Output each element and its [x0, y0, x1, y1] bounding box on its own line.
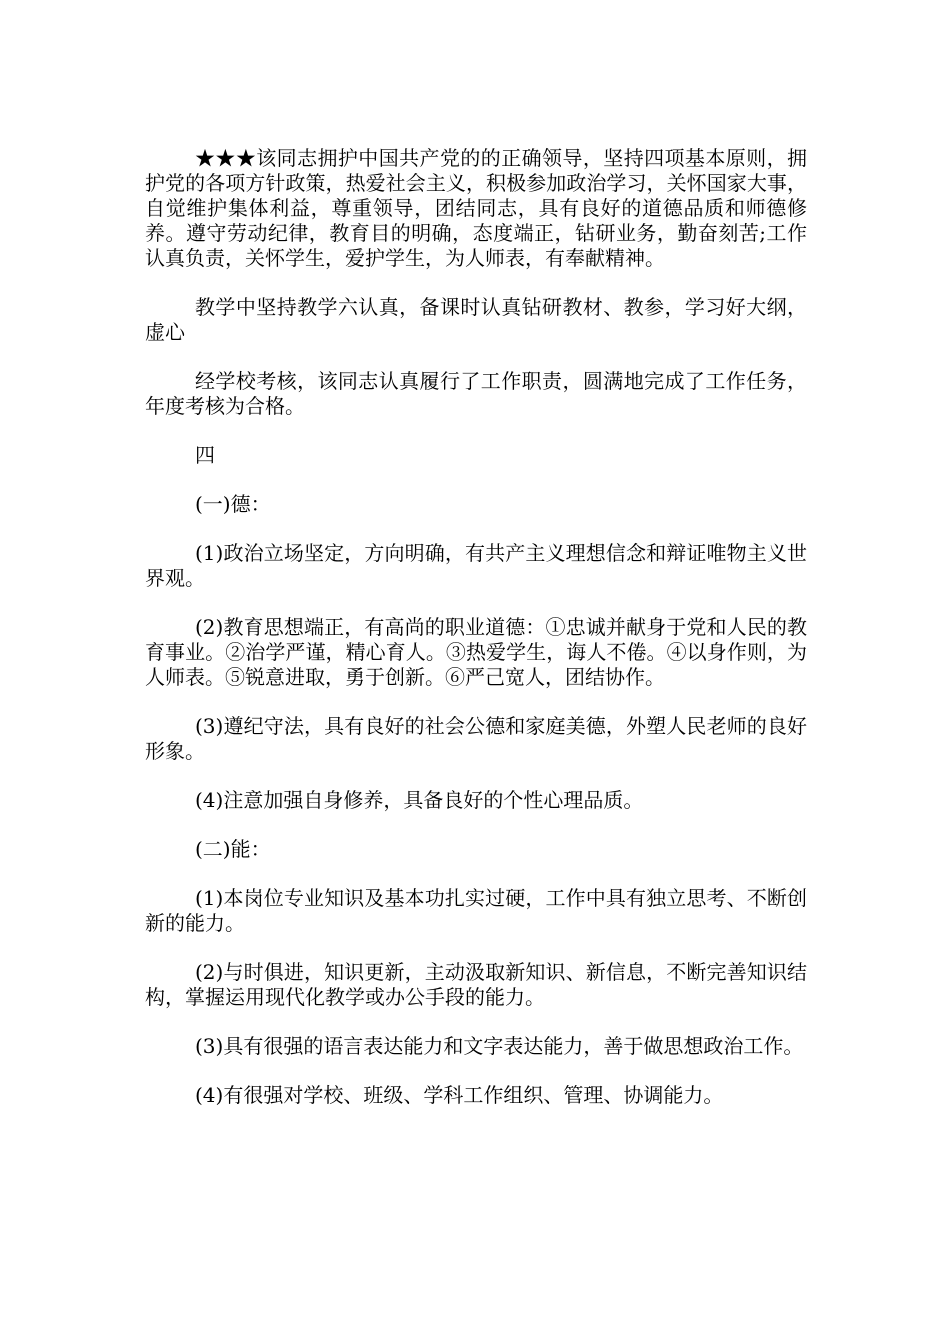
document-body: [145, 146, 807, 1108]
list-item-ability-3: (3)具有很强的语言表达能力和文字表达能力，善于做思想政治工作。: [195, 1034, 804, 1058]
list-item-virtue-3: (3)遵纪守法，具有良好的社会公德和家庭美德，外塑人民老师的良好形象。: [145, 714, 807, 763]
paragraph-evaluation-summary: ★★★该同志拥护中国共产党的的正确领导，坚持四项基本原则，拥护党的各项方针政策，热爱社会主义，积极参加政治学习，关怀国家大事，自觉维护集体利益，尊重领导，团结同志，具有良好的道德品质和师德修养。遵守劳动纪律，教育目的明确，态度端正，钻研业务，勤奋刻苦;工作认真负责，关怀学生，爱护学生，为人师表，有奉献精神。: [145, 146, 807, 270]
subheading-virtue: (一)德：: [195, 492, 271, 516]
section-heading-four: 四: [195, 443, 215, 467]
list-item-ability-2: (2)与时俱进，知识更新，主动汲取新知识、新信息，不断完善知识结构，掌握运用现代化教学或办公手段的能力。: [145, 960, 807, 1009]
list-item-virtue-2: (2)教育思想端正，有高尚的职业道德：①忠诚并献身于党和人民的教育事业。②治学严谨，精心育人。③热爱学生，诲人不倦。④以身作则，为人师表。⑤锐意进取，勇于创新。⑥严己宽人，团结协作。: [145, 615, 807, 689]
list-item-ability-1: (1)本岗位专业知识及基本功扎实过硬，工作中具有独立思考、不断创新的能力。: [145, 886, 807, 935]
paragraph-teaching: 教学中坚持教学六认真，备课时认真钻研教材、教参，学习好大纲，虚心: [145, 295, 807, 344]
list-item-virtue-4: (4)注意加强自身修养，具备良好的个性心理品质。: [195, 788, 644, 812]
paragraph-assessment-result: 经学校考核，该同志认真履行了工作职责，圆满地完成了工作任务，年度考核为合格。: [145, 369, 807, 418]
subheading-ability: (二)能：: [195, 837, 271, 861]
list-item-ability-4: (4)有很强对学校、班级、学科工作组织、管理、协调能力。: [195, 1083, 724, 1107]
list-item-virtue-1: (1)政治立场坚定，方向明确，有共产主义理想信念和辩证唯物主义世界观。: [145, 541, 807, 590]
